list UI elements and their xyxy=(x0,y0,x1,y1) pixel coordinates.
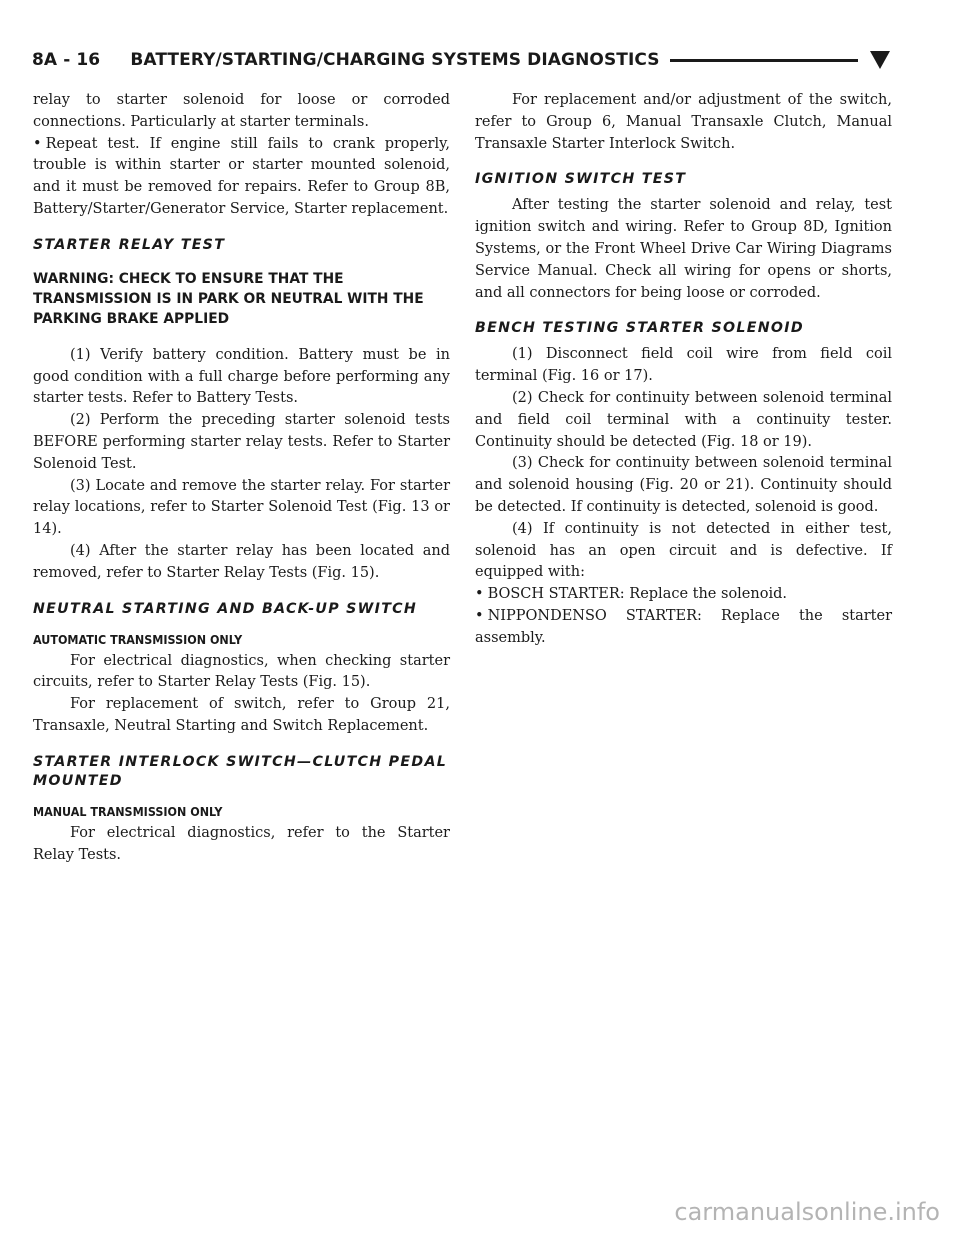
subheading-manual-transmission: MANUAL TRANSMISSION ONLY xyxy=(33,803,223,819)
right-column xyxy=(475,90,892,650)
paragraph: For replacement and/or adjustment of the switch, refer to Group 6, Manual Transaxle Clutch, Manual Transaxle Starter Interlock Switch. xyxy=(475,92,892,152)
paragraph: relay to starter solenoid for loose or corroded connections. Particularly at starter terminals. xyxy=(33,92,450,130)
watermark: carmanualsonline.info xyxy=(674,1198,940,1226)
step-item: (4) If continuity is not detected in either test, solenoid has an open circuit and is defective. If equipped with: xyxy=(475,520,892,581)
paragraph: For replacement of switch, refer to Group 21, Transaxle, Neutral Starting and Switch Replacement. xyxy=(33,696,450,734)
paragraph: After testing the starter solenoid and relay, test ignition switch and wiring. Refer to Group 8D, Ignition Systems, or the Front Wheel Drive Car Wiring Diagrams Service Manual. Check all wiring for opens or shorts, and all connectors for being loose or corroded. xyxy=(475,197,892,301)
section-heading-ignition-switch-test: IGNITION SWITCH TEST xyxy=(475,171,687,188)
step-item: (2) Check for continuity between solenoid terminal and field coil terminal with a continuity tester. Continuity should be detected (Fig. 18 or 19). xyxy=(475,389,892,450)
paragraph: For electrical diagnostics, refer to the Starter Relay Tests. xyxy=(33,824,450,863)
section-heading-neutral-switch: NEUTRAL STARTING AND BACK-UP SWITCH xyxy=(33,600,418,617)
subheading-automatic-transmission: AUTOMATIC TRANSMISSION ONLY xyxy=(33,631,243,647)
bullet-paragraph: • Repeat test. If engine still fails to crank properly, trouble is within starter or starter mounted solenoid, and it must be removed for repairs. Refer to Group 8B, Battery/Starter/Generator Service, Starter replacement. xyxy=(33,134,450,221)
section-heading-bench-testing: BENCH TESTING STARTER SOLENOID xyxy=(475,320,804,337)
left-column xyxy=(33,90,450,866)
step-item: (2) Perform the preceding starter solenoid tests BEFORE performing starter relay tests. Refer to Starter Solenoid Test. xyxy=(33,412,450,472)
step-item: (1) Disconnect field coil wire from field coil terminal (Fig. 16 or 17). xyxy=(475,346,892,385)
section-heading-starter-relay-test: STARTER RELAY TEST xyxy=(33,236,226,253)
bullet-item: • BOSCH STARTER: Replace the solenoid. xyxy=(475,584,892,606)
page-header-title: 8A - 16 BATTERY/STARTING/CHARGING SYSTEMS DIAGNOSTICS xyxy=(32,50,660,70)
paragraph: For electrical diagnostics, when checking starter circuits, refer to Starter Relay Tests (Fig. 15). xyxy=(33,652,450,691)
step-item: (3) Check for continuity between solenoid terminal and solenoid housing (Fig. 20 or 21). Continuity should be detected. If continuity is detected, solenoid is good. xyxy=(475,455,892,515)
step-item: (3) Locate and remove the starter relay. For starter relay locations, refer to Starter Solenoid Test (Fig. 13 or 14). xyxy=(33,477,450,538)
step-item: (1) Verify battery condition. Battery must be in good condition with a full charge before performing any starter tests. Refer to Battery Tests. xyxy=(33,346,450,407)
down-triangle-icon xyxy=(870,51,890,69)
page-header xyxy=(32,44,890,76)
header-rule xyxy=(670,59,858,62)
warning-note: WARNING: CHECK TO ENSURE THAT THE TRANSMISSION IS IN PARK OR NEUTRAL WITH THE PARKING BRAKE APPLIED xyxy=(33,270,424,327)
step-item: (4) After the starter relay has been located and removed, refer to Starter Relay Tests (Fig. 15). xyxy=(33,542,450,581)
section-heading-interlock-switch: STARTER INTERLOCK SWITCH—CLUTCH PEDAL MOUNTED xyxy=(33,753,448,789)
bullet-item: • NIPPONDENSO STARTER: Replace the starter assembly. xyxy=(475,606,892,650)
